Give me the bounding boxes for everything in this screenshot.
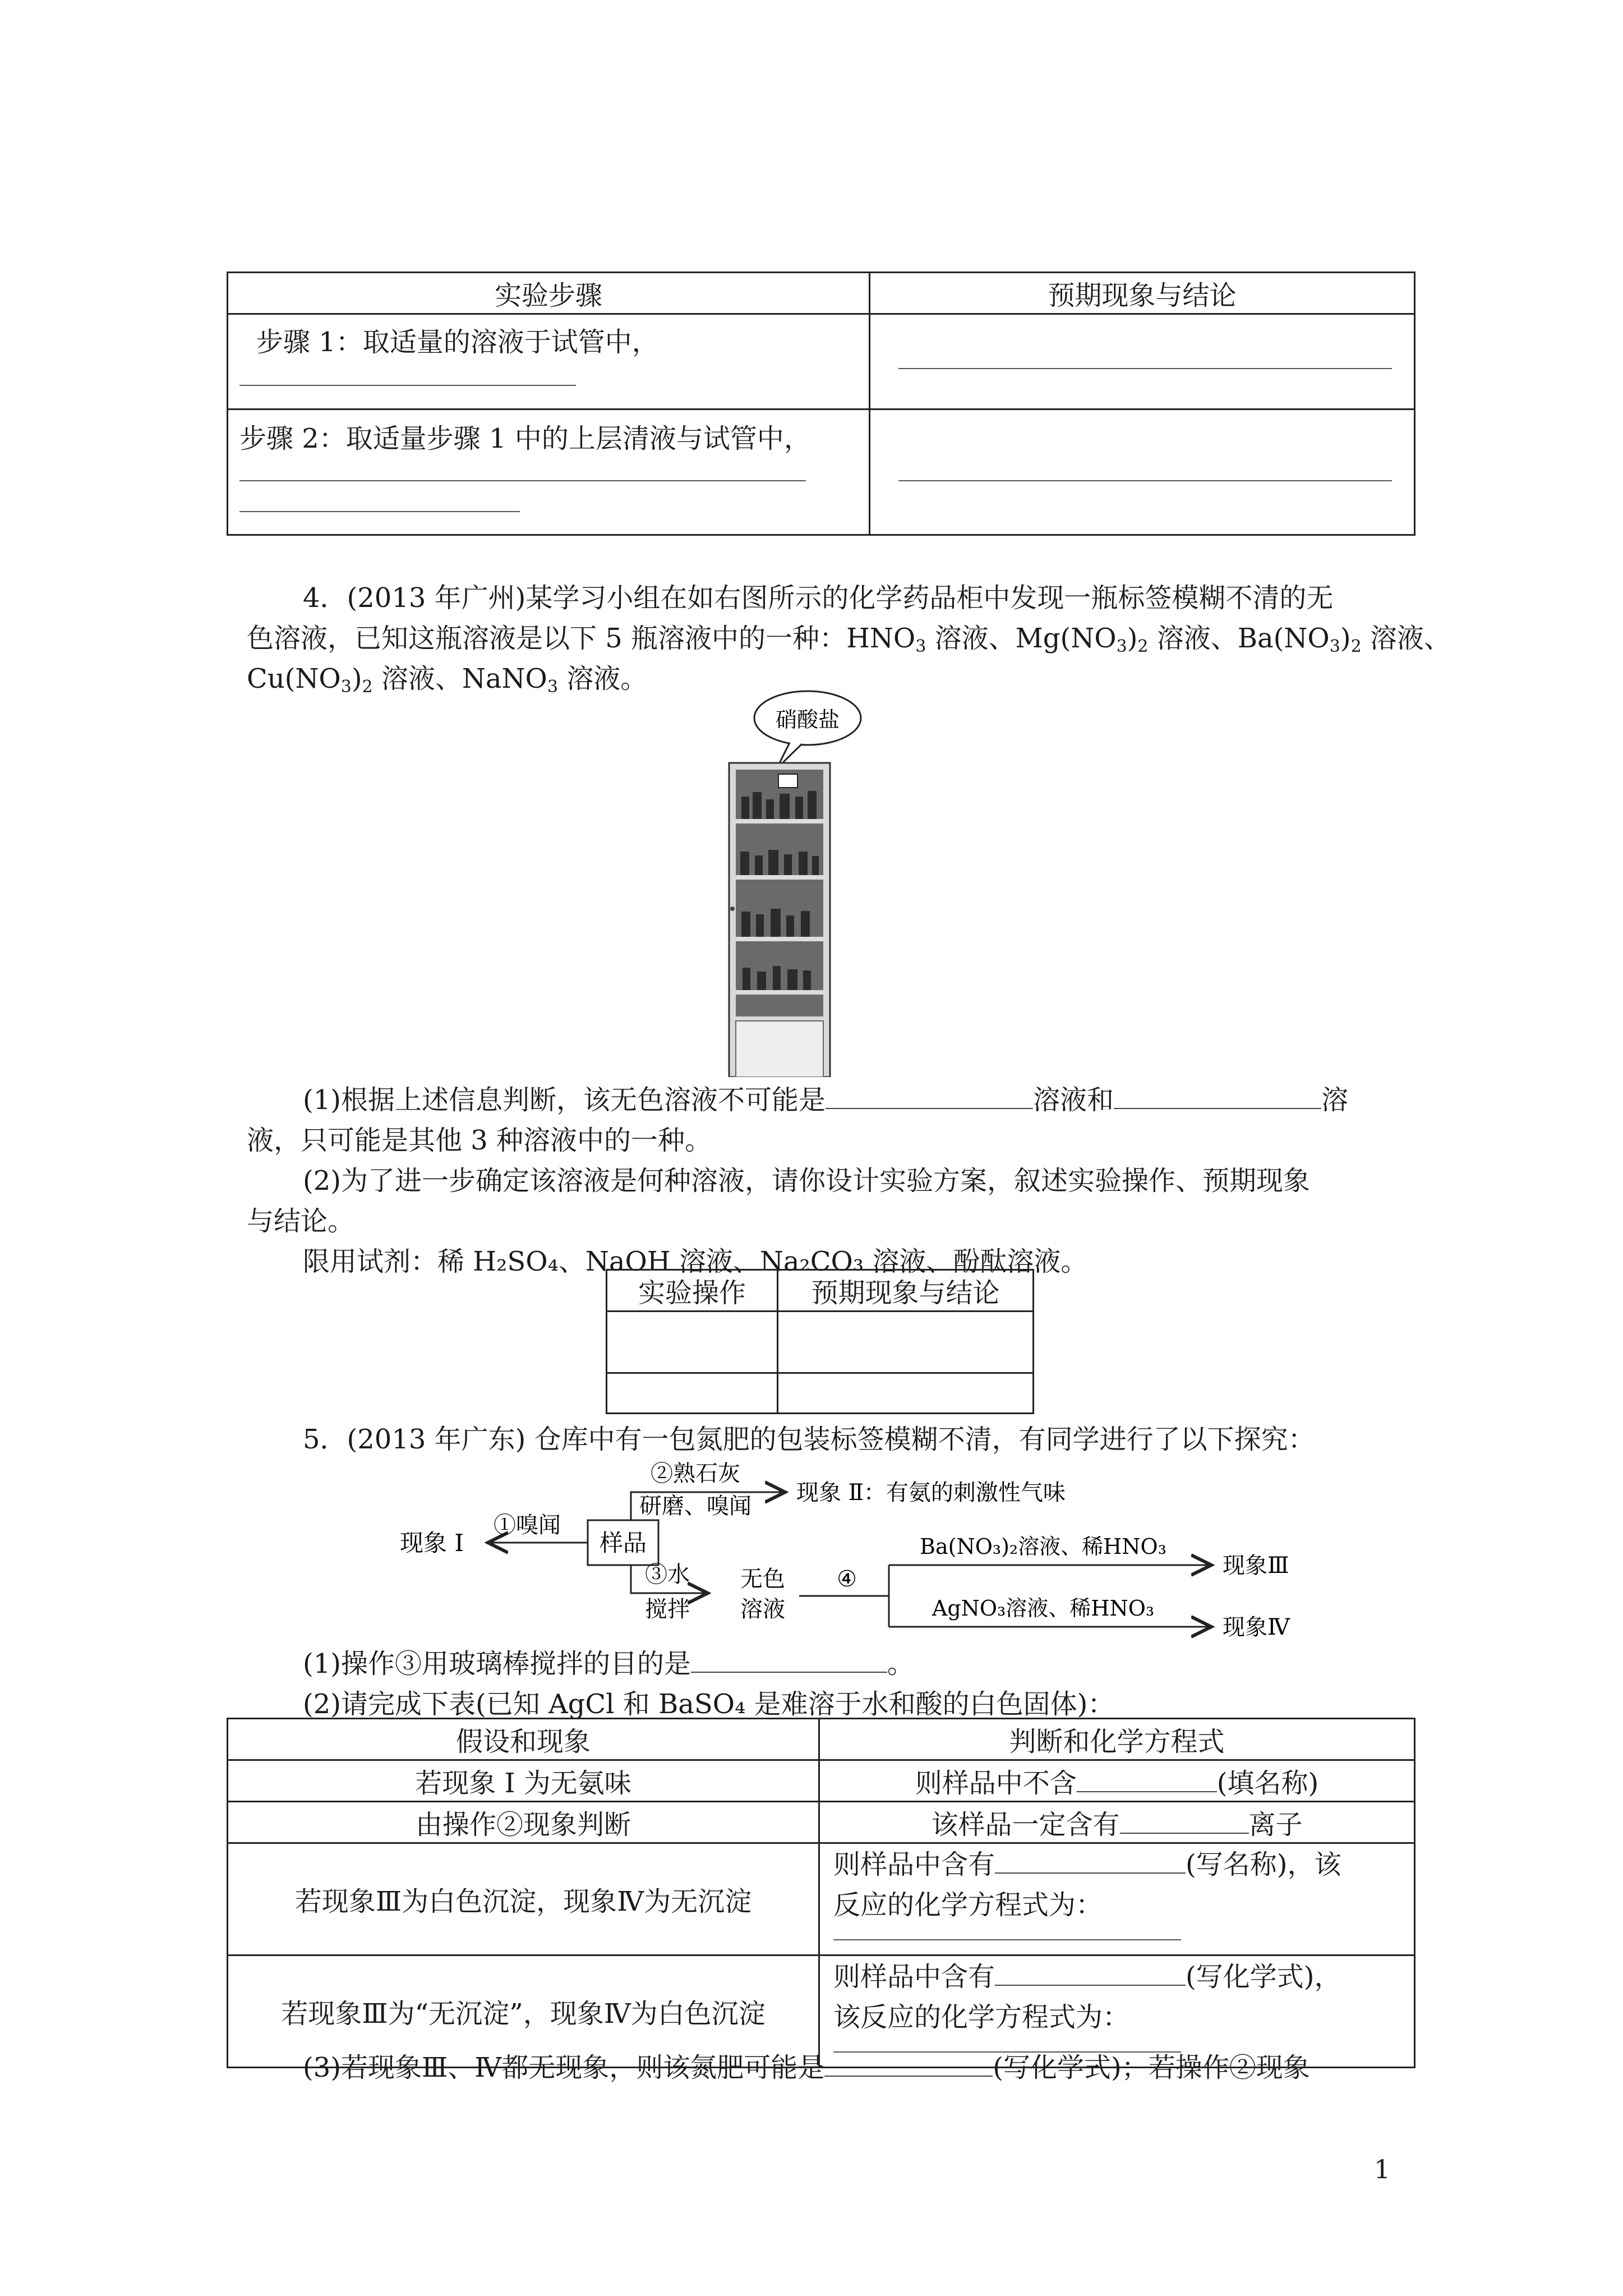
table1-step2-blank-1[interactable] xyxy=(239,480,806,481)
reagent-b-label: AgNO₃溶液、稀HNO₃ xyxy=(932,1596,1155,1621)
hyp-row3-left: 若现象Ⅲ为白色沉淀，现象Ⅳ为无沉淀 xyxy=(228,1843,819,1955)
hyp-row3-right-c: 反应的化学方程式为： xyxy=(833,1889,1103,1921)
phen3-label: 现象Ⅲ xyxy=(1223,1553,1289,1579)
reagent-a-label: Ba(NO₃)₂溶液、稀HNO₃ xyxy=(920,1534,1166,1559)
hyp-row3-right xyxy=(819,1843,1415,1955)
hyp-row3-blank-2[interactable] xyxy=(833,1939,1181,1940)
figure-label-nitrate: 硝酸盐 xyxy=(775,707,840,732)
op2-bottom-label: 研磨、嗅闻 xyxy=(639,1493,751,1519)
table1-step1-text: 步骤 1：取适量的溶液于试管中， xyxy=(256,326,659,358)
table2-operation-cell-1[interactable] xyxy=(607,1312,778,1373)
hypothesis-table xyxy=(227,1718,1415,2068)
colorless-label-2: 溶液 xyxy=(740,1596,785,1622)
experiment-table-2 xyxy=(606,1269,1034,1414)
hyp-row3-blank-1[interactable] xyxy=(995,1850,1186,1874)
hyp-row1-left: 若现象 I 为无氨味 xyxy=(228,1760,819,1802)
hyp-row4-right-c: 该反应的化学方程式为： xyxy=(833,2001,1130,2033)
hyp-row2-right xyxy=(819,1802,1415,1843)
phen1-label: 现象 I xyxy=(400,1529,464,1557)
table2-phenomena-cell-2[interactable] xyxy=(778,1373,1034,1414)
q5-sub1-end: 。 xyxy=(887,1648,915,1680)
q4-sub1-text-b: 溶液和 xyxy=(1033,1084,1114,1116)
table1-step1-cell xyxy=(228,314,870,409)
q4-line3: $Cu(NO_3)_2$ 溶液、NaNO$_3$ 溶液。 xyxy=(247,663,648,697)
op1-label: ①嗅闻 xyxy=(494,1512,561,1538)
hyp-row1-blank[interactable] xyxy=(1077,1769,1217,1792)
hyp-row3-right-a: 则样品中含有 xyxy=(833,1849,995,1880)
q4-sub2-line1: (2)为了进一步确定该溶液是何种溶液，请你设计实验方案，叙述实验操作、预期现象 xyxy=(303,1165,1310,1197)
q5-sub2: (2)请完成下表(已知 AgCl 和 BaSO₄ 是难溶于水和酸的白色固体)： xyxy=(303,1688,1115,1720)
hyp-row1-right xyxy=(819,1760,1415,1802)
table1-step2-cell xyxy=(228,409,870,535)
q4-line2-prefix: 色溶液，已知这瓶溶液是以下 5 瓶溶液中的一种： xyxy=(247,623,847,654)
hyp-row2-blank[interactable] xyxy=(1120,1810,1249,1834)
hyp-row3-right-b: (写名称)，该 xyxy=(1186,1849,1341,1880)
table1-step2-text: 步骤 2：取适量步骤 1 中的上层清液与试管中， xyxy=(239,423,811,454)
q4-sub1-text-a: (1)根据上述信息判断，该无色溶液不可能是 xyxy=(303,1084,826,1116)
table1-step2-blank-2[interactable] xyxy=(239,511,520,512)
table2-operation-cell-2[interactable] xyxy=(607,1373,778,1414)
table2-header-operation: 实验操作 xyxy=(607,1270,778,1312)
table2-phenomena-cell-1[interactable] xyxy=(778,1312,1034,1373)
q5-sub1 xyxy=(303,1644,914,1684)
q5-intro: 5．(2013 年广东) 仓库中有一包氮肥的包装标签模糊不清，有同学进行了以下探究： xyxy=(303,1424,1315,1455)
table1-step1-blank[interactable] xyxy=(239,385,576,386)
q4-sub1-blank-1[interactable] xyxy=(826,1085,1033,1109)
hyp-header-right: 判断和化学方程式 xyxy=(819,1719,1415,1760)
hyp-row1-right-a: 则样品中不含 xyxy=(915,1768,1077,1799)
op3-bottom-label: 搅拌 xyxy=(645,1596,690,1622)
sample-label: 样品 xyxy=(599,1529,647,1557)
hyp-row1-right-b: (填名称) xyxy=(1216,1768,1319,1799)
q4-sub1-blank-2[interactable] xyxy=(1114,1085,1321,1109)
hyp-row4-left: 若现象Ⅲ为“无沉淀”，现象Ⅳ为白色沉淀 xyxy=(228,1955,819,2068)
table1-result2-blank[interactable] xyxy=(898,480,1392,481)
hyp-header-left: 假设和现象 xyxy=(228,1719,819,1760)
experiment-table-1 xyxy=(227,272,1415,536)
hyp-row4-blank-1[interactable] xyxy=(995,1962,1186,1986)
phen4-label: 现象Ⅳ xyxy=(1223,1614,1290,1640)
hyp-row4-right-b: (写化学式)， xyxy=(1186,1961,1341,1993)
q5-flow-diagram xyxy=(381,1453,1335,1655)
q5-sub1-blank[interactable] xyxy=(691,1649,887,1673)
table1-header-steps: 实验步骤 xyxy=(228,273,870,314)
op2-top-label: ②熟石灰 xyxy=(651,1461,740,1487)
hyp-row2-left: 由操作②现象判断 xyxy=(228,1802,819,1843)
colorless-label-1: 无色 xyxy=(740,1566,785,1592)
q4-line1: 4．(2013 年广州)某学习小组在如右图所示的化学药品柜中发现一瓶标签模糊不清的无 xyxy=(303,582,1334,614)
q5-sub3-text-a: (3)若现象Ⅲ、Ⅳ都无现象，则该氮肥可能是 xyxy=(303,2052,825,2083)
page-number: 1 xyxy=(1374,2154,1391,2184)
q5-sub3 xyxy=(303,2047,1310,2088)
hyp-row4-right-a: 则样品中含有 xyxy=(833,1961,995,1993)
q5-sub3-text-b: (写化学式)；若操作②现象 xyxy=(993,2052,1310,2083)
op3-top-label: ③水 xyxy=(645,1562,690,1588)
q4-sub1-line1 xyxy=(303,1080,1348,1120)
q5-sub1-text: (1)操作③用玻璃棒搅拌的目的是 xyxy=(303,1648,691,1680)
phen2-label: 现象 Ⅱ：有氨的刺激性气味 xyxy=(796,1480,1066,1506)
q4-sub2-line2: 与结论。 xyxy=(247,1205,355,1237)
hyp-row2-right-a: 该样品一定含有 xyxy=(931,1809,1120,1841)
table1-result2-cell xyxy=(870,409,1415,535)
table1-result1-cell xyxy=(870,314,1415,409)
q4-sol-hno3: $HNO_3$ 溶液、$Mg(NO_3)_2$ 溶液、$Ba(NO_3)_2$ 溶液、 xyxy=(846,623,1451,656)
table2-header-phenomena: 预期现象与结论 xyxy=(778,1270,1034,1312)
q4-reagents: 限用试剂：稀 H₂SO₄、NaOH 溶液、Na₂CO₃ 溶液、酚酞溶液。 xyxy=(303,1246,1088,1277)
hyp-row2-right-b: 离子 xyxy=(1248,1809,1303,1841)
table1-result1-blank[interactable] xyxy=(898,368,1392,369)
medicine-cabinet-figure xyxy=(723,684,869,1077)
q4-sub1-line2: 液，只可能是其他 3 种溶液中的一种。 xyxy=(247,1125,712,1156)
q4-sub1-text-c: 溶 xyxy=(1321,1084,1349,1116)
op4-label: ④ xyxy=(837,1566,857,1592)
q5-sub3-blank[interactable] xyxy=(824,2053,993,2077)
table1-header-phenomena: 预期现象与结论 xyxy=(870,273,1415,314)
